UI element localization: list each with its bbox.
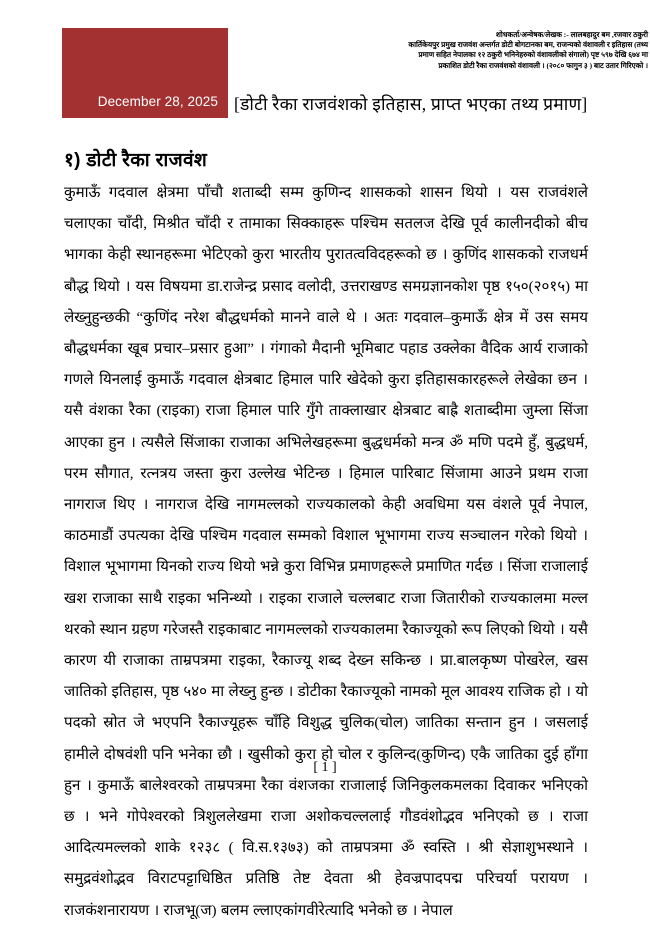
header-right-section xyxy=(226,28,650,118)
page-footer xyxy=(0,760,650,776)
byline-block xyxy=(234,28,650,71)
section-heading: १) डोटी रैका राजवंश xyxy=(64,149,208,171)
date-band xyxy=(62,28,226,118)
byline-line-3: प्रमाण सहित नेपालका १२ ठकुरी भनिनेहरुको वंशावलीको संगालो) पृष्ट ५९७ देखि ६७४ मा xyxy=(418,50,648,60)
byline-line-2: कार्तिकेयपुर प्रमुख राजवंश अन्तर्गत डोटी बोगटानका बम, राजन्यको वंशावली र इतिहास (तथ्य xyxy=(408,40,648,50)
byline-line-1: शोधकर्ता/अन्वेषक/लेखक :- लालबहादुर बम ,रजवार ठकुरी xyxy=(495,30,648,39)
byline-line-4: प्रकाशित डोटी रैका राजवंशको वंशावली । (२०८० फागुन ३ ) बाट उतार गिरिएको । xyxy=(438,60,648,70)
page-number: [ 1 ] xyxy=(313,760,337,775)
document-title: [डोटी रैका राजवंशको इतिहास, प्राप्त भएका तथ्य प्रमाण] xyxy=(234,94,588,114)
body-paragraph: कुमाऊँ गदवाल क्षेत्रमा पाँचौ शताब्दी सम्म कुणिन्द शासकको शासन थियो । यस राजवंशले चलाएका चाँदी, मिश्रीत चाँदी र तामाका सिक्काहरू पश्चिम सतलज देखि पूर्व कालीनदीको बीच भागका केही स्थानहरूमा भेटिएको कुरा भारतीय पुरातत्वविदहरूको छ । कुणिंद शासकको राजधर्म बौद्ध थियो । यस विषयमा डा.राजेन्द्र प्रसाद वलोदी, उत्तराखण्ड समग्रज्ञानकोश पृष्ठ १५०(२०१५) मा लेख्नुहुन्छकी “कुणिंद नरेश बौद्धधर्मको मानने वाले थे । अतः गदवाल–कुमाऊँ क्षेत्र में उस समय बौद्धधर्मका खूब प्रचार–प्रसार हुआ” । गंगाको मैदानी भूमिबाट पहाड उक्लेका वैदिक आर्य राजाको गणले यिनलाई कुमाऊँ गदवाल क्षेत्रबाट हिमाल पारि खेदेको कुरा इतिहासकारहरूले लेखेका छन । यसै वंशका रैका (राइका) राजा हिमाल पारि गुँगे ताक्लाखार क्षेत्रबाट बाह्रै शताब्दीमा जुम्ला सिंजा आएका हुन । त्यसैले सिंजाका राजाका अभिलेखहरूमा बुद्धधर्मको मन्त्र ॐ मणि पदमे हुँ, बुद्धधर्म, परम सौगात, रत्नत्रय जस्ता कुरा उल्लेख भेटिन्छ । हिमाल पारिबाट सिंजामा आउने प्रथम राजा नागराज थिए । नागराज देखि नागमल्लको राज्यकालको केही अवधिमा यस वंशले पूर्व नेपाल, काठमाडौं उपत्यका देखि पश्चिम गदवाल सम्मको विशाल भूभागमा राज्य सञ्चालन गरेको थियो । विशाल भूभागमा यिनको राज्य थियो भन्ने कुरा विभिन्न प्रमाणहरूले प्रमाणित गर्दछ । सिंजा राजालाई खश राजाका साथै राइका भनिन्थ्यो । राइका राजाले चल्लबाट राजा जितारीको राज्यकालमा मल्ल थरको स्थान ग्रहण गरेजस्तै राइकाबाट नागमल्लको राज्यकालमा रैकाज्यूको रूप लिएको थियो । यसै कारण यी राजाका ताम्रपत्रमा राइका, रैकाज्यू शब्द देख्न सकिन्छ । प्रा.बालकृष्ण पोखरेल, खस जातिको इतिहास, पृष्ठ ५४० मा लेख्नु हुन्छ । डोटीका रैकाज्यूको नामको मूल आवश्य राजिक हो । यो पदको स्रोत जे भएपनि रैकाज्यूहरू चाँहि विशुद्ध चुलिक(चोल) जातिका सन्तान हुन । जसलाई हामीले दोषवंशी पनि भनेका छौ । खुसीको कुरा हो चोल र कुलिन्द(कुणिन्द) एकै जातिका दुई हाँगा हुन । कुमाऊँ बालेश्वरको ताम्रपत्रमा रैका वंशजका राजालाई जिनिकुलकमलका दिवाकर भनिएको छ । भने गोपेश्वरको त्रिशुललेखमा राजा अशोकचल्ललाई गौडवंशोद्भव भनिएको छ । राजा आदित्यमल्लको शाके १२३८ ( वि.स.१३७३) को ताम्रपत्रमा ॐ स्वस्ति । श्री सेज्ञाशुभस्थाने । समुद्रवंशोद्भव विराटपट्टाधिष्ठित प्रतिष्ठि तेष्ट देवता श्री हेवज्रपादपद्म परिचर्या परायण । राजकंशनारायण । राजभू(ज) बलम ल्लाएकांगवीरेत्यादि भनेको छ । नेपाल xyxy=(64,185,588,919)
page-header xyxy=(62,28,648,118)
body-text-container xyxy=(64,178,588,927)
header-date-label: December 28, 2025 xyxy=(97,94,218,109)
